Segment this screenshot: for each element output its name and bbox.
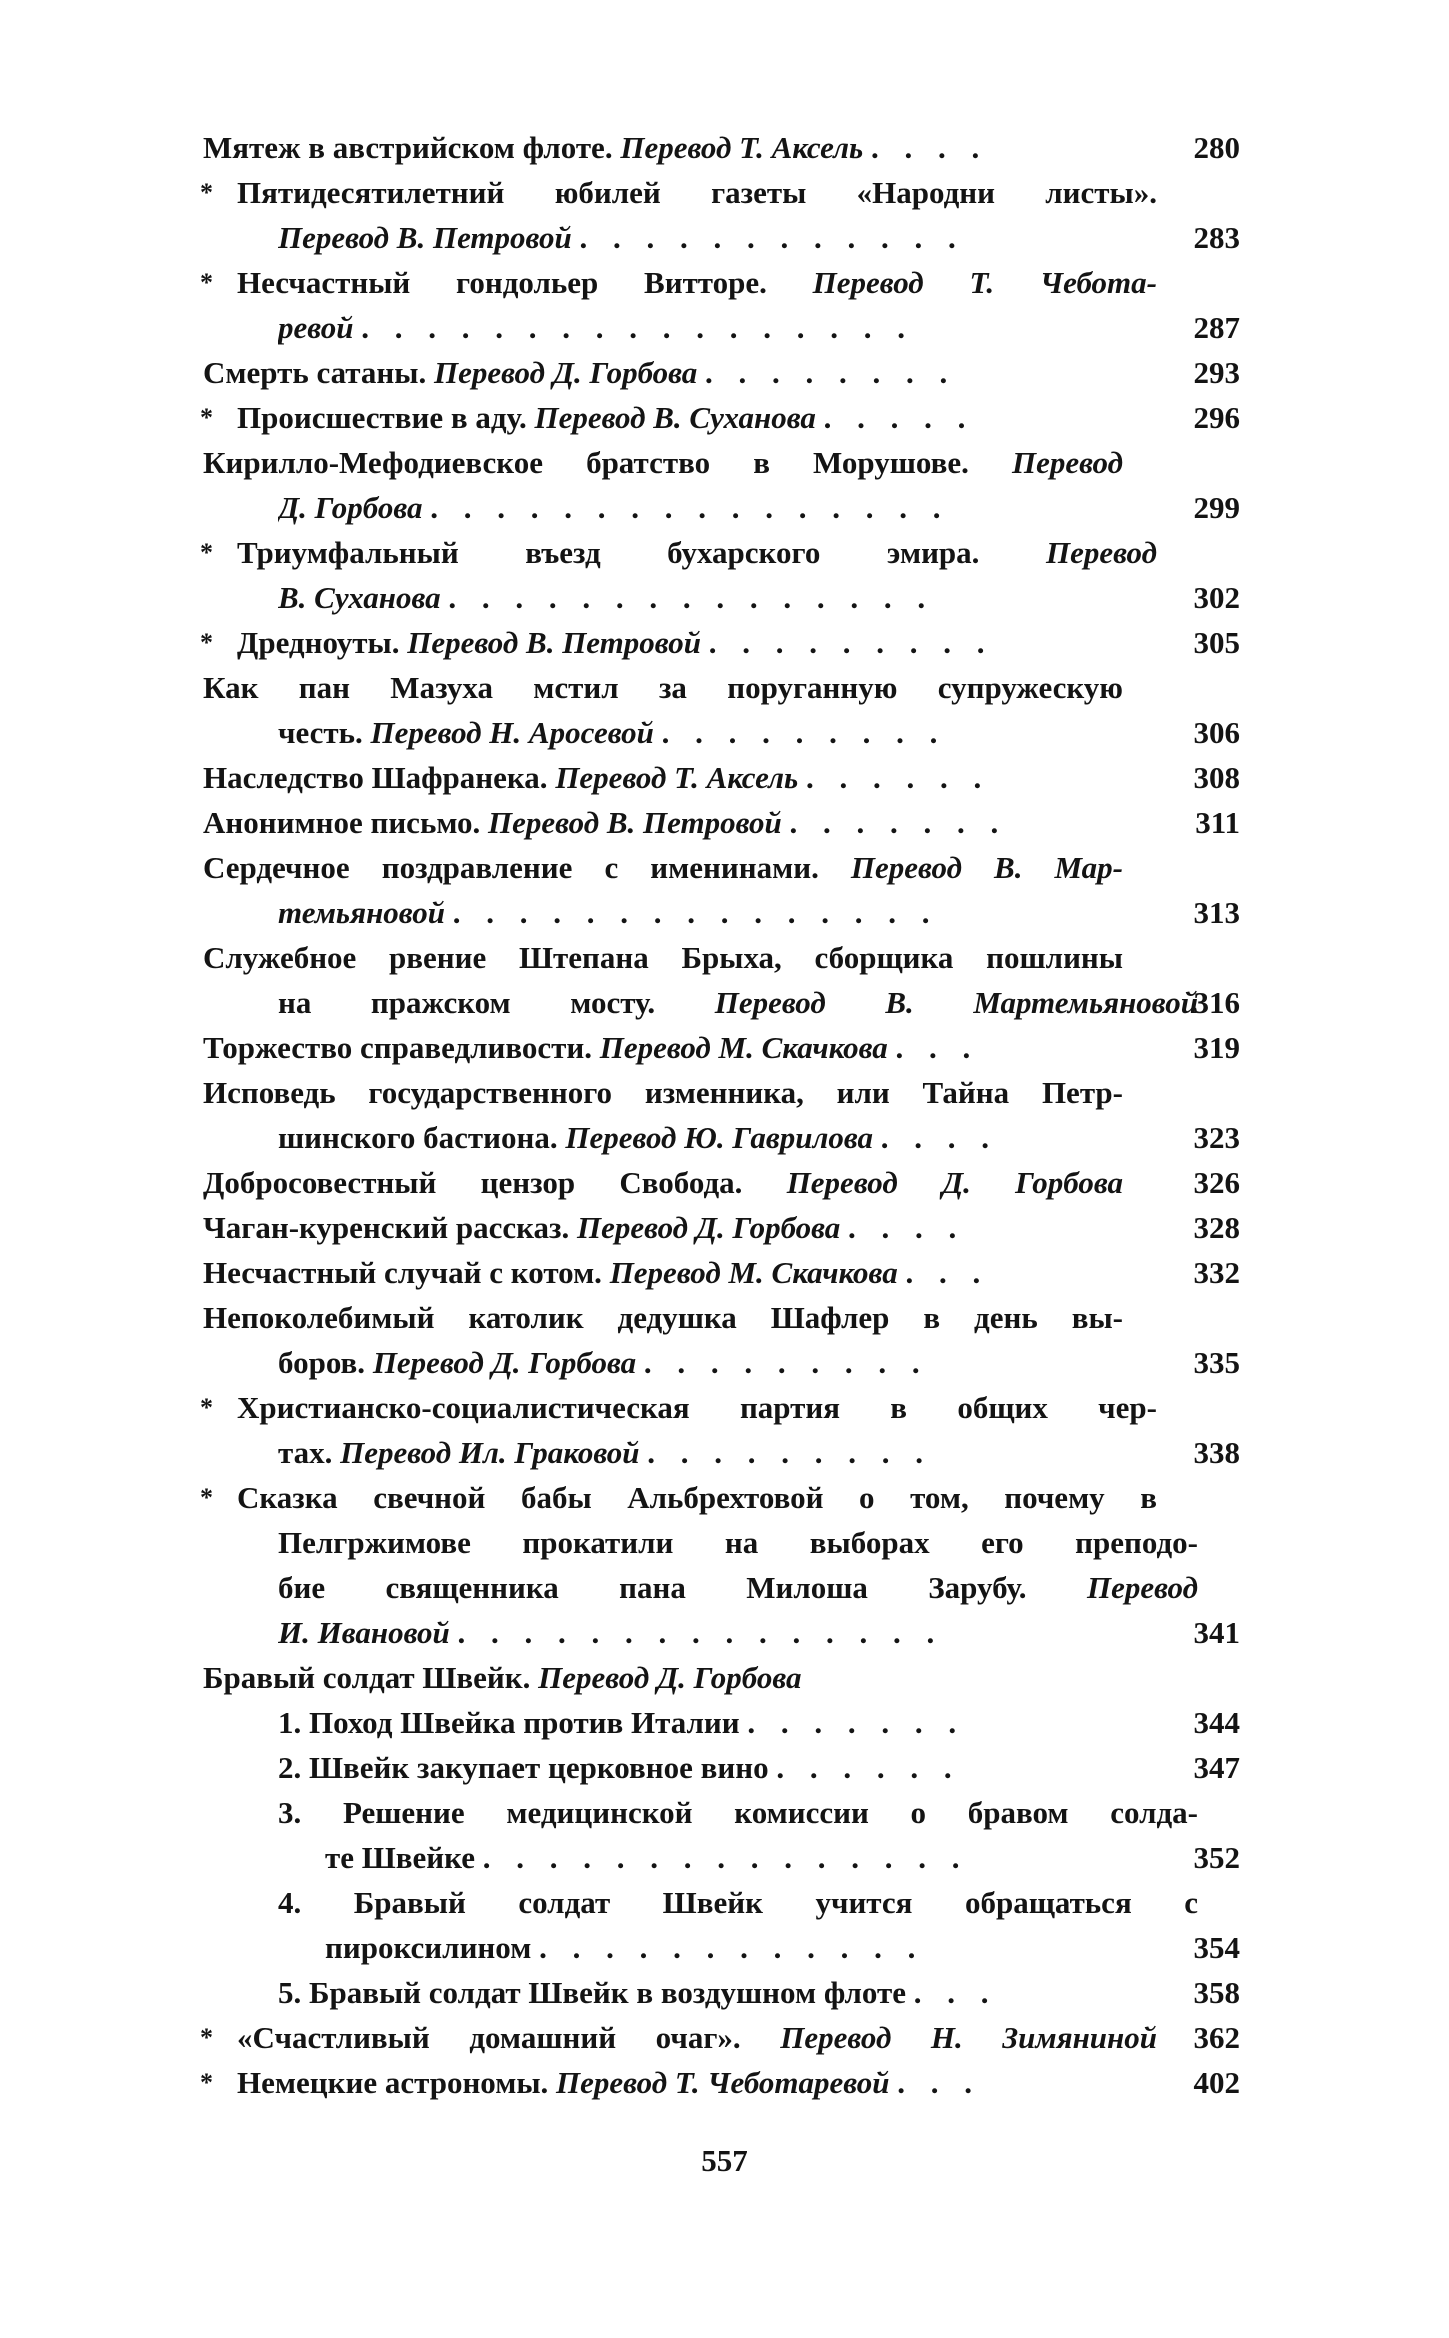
story-title: Пелгржимове прокатили на выборах его преподо- <box>278 1525 1198 1560</box>
item-number: 2. <box>278 1750 302 1785</box>
translator-credit: Перевод В. Суханова <box>534 400 816 435</box>
translator-credit: Перевод Т. Аксель <box>620 130 864 165</box>
toc-line <box>203 1205 1240 1250</box>
story-title: Поход Швейка против Италии <box>309 1705 740 1740</box>
translator-credit: Перевод Т. Чеботаревой <box>556 2065 890 2100</box>
toc-line <box>200 170 1240 215</box>
asterisk-marker: * <box>200 2068 213 2097</box>
page-number: 557 <box>701 2143 748 2178</box>
page-ref: 338 <box>1193 1435 1240 1470</box>
toc-line <box>203 1160 1240 1205</box>
toc-line <box>200 260 1240 305</box>
leader-dots: . . . . <box>848 1210 966 1245</box>
translator-credit: Перевод Д. Горбова <box>786 1165 1123 1200</box>
story-title: Кирилло-Мефодиевское братство в Морушове. <box>203 445 969 480</box>
toc-line <box>203 1520 1240 1565</box>
toc-entry-text <box>203 935 1123 980</box>
toc-entry-text <box>203 1970 1198 2015</box>
toc-line <box>203 350 1240 395</box>
translator-credit: Перевод М. Скачкова <box>599 1030 888 1065</box>
toc-entry-text <box>203 1835 1245 1880</box>
toc-line <box>203 1700 1240 1745</box>
leader-dots: . . . . . . . <box>789 805 1008 840</box>
toc-line <box>203 1925 1240 1970</box>
story-title: Пятидесятилетний юбилей газеты «Народни листы». <box>237 175 1157 210</box>
toc-entry-text <box>203 1070 1123 1115</box>
translator-credit: темьяновой <box>278 895 445 930</box>
leader-dots: . . . . . . . <box>747 1705 966 1740</box>
asterisk-marker: * <box>200 628 213 657</box>
page-ref: 354 <box>1193 1930 1240 1965</box>
page-ref: 287 <box>1193 310 1240 345</box>
toc-entry-text <box>278 305 1198 350</box>
toc-line <box>203 980 1240 1025</box>
translator-credit: Перевод В. Мартемьяновой <box>714 985 1198 1020</box>
toc-entry-text <box>278 980 1198 1025</box>
page-ref: 280 <box>1193 130 1240 165</box>
toc-entry-text <box>203 2015 1157 2060</box>
page-ref: 306 <box>1193 715 1240 750</box>
toc-entry-text <box>278 575 1198 620</box>
story-title: Несчастный случай с котом. <box>203 1255 602 1290</box>
toc-line <box>203 1970 1240 2015</box>
toc-line <box>203 1655 1240 1700</box>
toc-entry-text <box>278 215 1198 260</box>
toc-line <box>203 1835 1240 1880</box>
story-title: честь. <box>278 715 363 750</box>
toc-line <box>203 935 1240 980</box>
story-title: Наследство Шафранека. <box>203 760 548 795</box>
story-title: Мятеж в австрийском флоте. <box>203 130 613 165</box>
toc-line <box>203 755 1240 800</box>
toc-line <box>200 2060 1240 2105</box>
story-title: Триумфальный въезд бухарского эмира. <box>237 535 980 570</box>
page-ref: 283 <box>1193 220 1240 255</box>
story-title: Добросовестный цензор Свобода. <box>203 1165 743 1200</box>
page-ref: 332 <box>1193 1255 1240 1290</box>
toc-entry-text <box>203 845 1123 890</box>
toc-entry-text <box>203 1160 1123 1205</box>
page-ref: 326 <box>1193 1165 1240 1200</box>
toc-entry-text <box>203 1790 1198 1835</box>
toc-line <box>200 620 1240 665</box>
toc-entry-text <box>203 1700 1198 1745</box>
toc-entry-text <box>203 1475 1157 1520</box>
page-ref: 328 <box>1193 1210 1240 1245</box>
story-title: Чаган-куренский рассказ. <box>203 1210 570 1245</box>
page-ref: 308 <box>1193 760 1240 795</box>
page-ref: 319 <box>1193 1030 1240 1065</box>
toc-line <box>203 1070 1240 1115</box>
toc-line <box>203 125 1240 170</box>
translator-credit: Перевод Ил. Граковой <box>340 1435 640 1470</box>
toc-entry-text <box>203 1385 1157 1430</box>
leader-dots: . . . . <box>880 1120 998 1155</box>
leader-dots: . . . <box>905 1255 990 1290</box>
toc-line <box>203 1565 1240 1610</box>
story-title: Христианско-социалистическая партия в общих чер- <box>237 1390 1157 1425</box>
item-number: 3. <box>278 1795 302 1830</box>
item-number: 4. <box>278 1885 302 1920</box>
translator-credit: Перевод В. Петровой <box>407 625 701 660</box>
asterisk-marker: * <box>200 268 213 297</box>
toc-entry-text <box>203 530 1157 575</box>
translator-credit: Перевод Т. Чебота- <box>812 265 1157 300</box>
story-title: Немецкие астрономы. <box>237 2065 549 2100</box>
translator-credit: Перевод <box>1086 1570 1198 1605</box>
toc-line <box>200 2015 1240 2060</box>
story-title: на пражском мосту. <box>278 985 656 1020</box>
leader-dots: . . . . . . . . . <box>643 1345 929 1380</box>
toc-entry-text <box>203 1250 1123 1295</box>
toc-line <box>203 575 1240 620</box>
toc-line <box>203 1610 1240 1655</box>
page-ref: 313 <box>1193 895 1240 930</box>
page-ref: 323 <box>1193 1120 1240 1155</box>
translator-credit: В. Суханова <box>278 580 441 615</box>
translator-credit: Перевод В. Петровой <box>278 220 572 255</box>
leader-dots: . . . . <box>870 130 989 165</box>
toc-line <box>203 1340 1240 1385</box>
leader-dots: . . . . . . . . . . . . . . . <box>452 895 939 930</box>
story-title: Непоколебимый католик дедушка Шафлер в день вы- <box>203 1300 1123 1335</box>
table-of-contents <box>200 125 1240 2105</box>
leader-dots: . . . . . <box>823 400 975 435</box>
leader-dots: . . . <box>897 2065 981 2100</box>
story-title: бие священника пана Милоша Зарубу. <box>278 1570 1027 1605</box>
page-ref: 347 <box>1193 1750 1240 1785</box>
toc-entry-text <box>203 1655 1123 1700</box>
toc-entry-text <box>203 125 1123 170</box>
toc-entry-text <box>203 800 1123 845</box>
page-ref: 299 <box>1193 490 1240 525</box>
story-title: пироксилином <box>325 1930 532 1965</box>
toc-entry-text <box>278 485 1198 530</box>
toc-entry-text <box>278 710 1198 755</box>
page-ref: 311 <box>1195 805 1240 840</box>
page-ref: 402 <box>1193 2065 1240 2100</box>
story-title: Бравый солдат Швейк. <box>203 1660 531 1695</box>
translator-credit: Перевод Т. Аксель <box>555 760 799 795</box>
leader-dots: . . . . . . . . . . . . . . . <box>457 1615 944 1650</box>
toc-entry-text <box>203 665 1123 710</box>
translator-credit: Перевод Н. Зимяниной <box>780 2020 1157 2055</box>
toc-line <box>203 710 1240 755</box>
story-title: боров. <box>278 1345 366 1380</box>
story-title: Как пан Мазуха мстил за поруганную супружескую <box>203 670 1123 705</box>
toc-line <box>203 215 1240 260</box>
toc-entry-text <box>278 1340 1198 1385</box>
toc-entry-text <box>203 350 1123 395</box>
toc-line <box>203 1250 1240 1295</box>
story-title: Швейк закупает церковное вино <box>309 1750 769 1785</box>
translator-credit: Перевод М. Скачкова <box>609 1255 898 1290</box>
story-title: тах. <box>278 1435 333 1470</box>
translator-credit: Перевод В. Петровой <box>488 805 782 840</box>
toc-entry-text <box>278 890 1198 935</box>
page-ref: 362 <box>1193 2020 1240 2055</box>
story-title: Сказка свечной бабы Альбрехтовой о том, почему в <box>237 1480 1157 1515</box>
translator-credit: Перевод <box>1011 445 1123 480</box>
page-ref: 316 <box>1193 985 1240 1020</box>
translator-credit: Перевод Ю. Гаврилова <box>565 1120 873 1155</box>
story-title: Торжество справедливости. <box>203 1030 593 1065</box>
toc-entry-text <box>203 1925 1245 1970</box>
asterisk-marker: * <box>200 178 213 207</box>
toc-entry-text <box>203 2060 1157 2105</box>
toc-line <box>203 1880 1240 1925</box>
leader-dots: . . . . . . <box>776 1750 961 1785</box>
item-number: 5. <box>278 1975 302 2010</box>
leader-dots: . . . . . . . . . <box>647 1435 932 1470</box>
page-ref: 305 <box>1193 625 1240 660</box>
story-title: Смерть сатаны. <box>203 355 427 390</box>
item-number: 1. <box>278 1705 302 1740</box>
toc-entry-text <box>278 1565 1198 1610</box>
leader-dots: . . . <box>895 1030 980 1065</box>
toc-line <box>200 1475 1240 1520</box>
toc-line <box>203 485 1240 530</box>
leader-dots: . . . . . . . . . . . . <box>539 1930 925 1965</box>
toc-line <box>203 1115 1240 1160</box>
story-title: Происшествие в аду. <box>237 400 527 435</box>
toc-entry-text <box>278 1520 1198 1565</box>
toc-entry-text <box>203 620 1157 665</box>
toc-entry-text <box>278 1430 1198 1475</box>
leader-dots: . . . . . . . . . . . . . . . . <box>430 490 950 525</box>
page-ref: 296 <box>1193 400 1240 435</box>
translator-credit: Перевод Н. Аросевой <box>370 715 654 750</box>
toc-line <box>203 1430 1240 1475</box>
toc-entry-text <box>203 260 1157 305</box>
story-title: Решение медицинской комиссии о бравом солда- <box>342 1795 1198 1830</box>
toc-entry-text <box>203 395 1157 440</box>
translator-credit: ревой <box>278 310 354 345</box>
toc-line <box>203 800 1240 845</box>
toc-line <box>203 665 1240 710</box>
toc-line <box>203 1745 1240 1790</box>
story-title: Сердечное поздравление с именинами. <box>203 850 819 885</box>
asterisk-marker: * <box>200 538 213 567</box>
story-title: шинского бастиона. <box>278 1120 558 1155</box>
toc-entry-text <box>278 1610 1198 1655</box>
leader-dots: . . . . . . . . . <box>708 625 994 660</box>
toc-line <box>200 1385 1240 1430</box>
leader-dots: . . . . . . . . . . . . . . . . . <box>361 310 914 345</box>
translator-credit: Перевод Д. Горбова <box>577 1210 841 1245</box>
leader-dots: . . . . . . . . . . . . . . . <box>448 580 935 615</box>
leader-dots: . . . . . . . . <box>705 355 957 390</box>
story-title: Исповедь государственного изменника, или Тайна Петр- <box>203 1075 1123 1110</box>
toc-line <box>203 305 1240 350</box>
toc-entry-text <box>203 1880 1198 1925</box>
toc-line <box>203 1790 1240 1835</box>
page-ref: 358 <box>1193 1975 1240 2010</box>
translator-credit: Перевод В. Мар- <box>850 850 1123 885</box>
story-title: Несчастный гондольер Витторе. <box>237 265 767 300</box>
toc-line <box>200 395 1240 440</box>
leader-dots: . . . . . . . . . . . . . . . <box>482 1840 969 1875</box>
toc-line <box>203 845 1240 890</box>
toc-entry-text <box>203 1745 1198 1790</box>
story-title: «Счастливый домашний очаг». <box>237 2020 741 2055</box>
leader-dots: . . . . . . <box>805 760 991 795</box>
story-title: Дредноуты. <box>237 625 400 660</box>
story-title: Анонимное письмо. <box>203 805 481 840</box>
story-title: те Швейке <box>325 1840 475 1875</box>
page-ref: 335 <box>1193 1345 1240 1380</box>
story-title: Бравый солдат Швейк в воздушном флоте <box>309 1975 906 2010</box>
toc-entry-text <box>203 440 1123 485</box>
asterisk-marker: * <box>200 1483 213 1512</box>
leader-dots: . . . <box>913 1975 998 2010</box>
page-ref: 344 <box>1193 1705 1240 1740</box>
toc-entry-text <box>203 1205 1123 1250</box>
page-ref: 302 <box>1193 580 1240 615</box>
translator-credit: И. Ивановой <box>278 1615 450 1650</box>
translator-credit: Перевод <box>1045 535 1157 570</box>
story-title: Служебное рвение Штепана Брыха, сборщика пошлины <box>203 940 1123 975</box>
toc-entry-text <box>203 170 1157 215</box>
leader-dots: . . . . . . . . . . . . <box>579 220 965 255</box>
asterisk-marker: * <box>200 1393 213 1422</box>
translator-credit: Перевод Д. Горбова <box>372 1345 637 1380</box>
toc-line <box>203 440 1240 485</box>
toc-entry-text <box>203 1025 1123 1070</box>
translator-credit: Д. Горбова <box>278 490 423 525</box>
toc-line <box>200 530 1240 575</box>
toc-line <box>203 1295 1240 1340</box>
toc-line <box>203 1025 1240 1070</box>
toc-line <box>203 890 1240 935</box>
toc-entry-text <box>203 1295 1123 1340</box>
story-title: Бравый солдат Швейк учится обращаться с <box>353 1885 1198 1920</box>
toc-entry-text <box>203 755 1123 800</box>
page-ref: 341 <box>1193 1615 1240 1650</box>
leader-dots: . . . . . . . . . <box>661 715 947 750</box>
page-ref: 352 <box>1193 1840 1240 1875</box>
asterisk-marker: * <box>200 2023 213 2052</box>
translator-credit: Перевод Д. Горбова <box>538 1660 802 1695</box>
page-ref: 293 <box>1193 355 1240 390</box>
toc-entry-text <box>278 1115 1198 1160</box>
translator-credit: Перевод Д. Горбова <box>433 355 698 390</box>
asterisk-marker: * <box>200 403 213 432</box>
